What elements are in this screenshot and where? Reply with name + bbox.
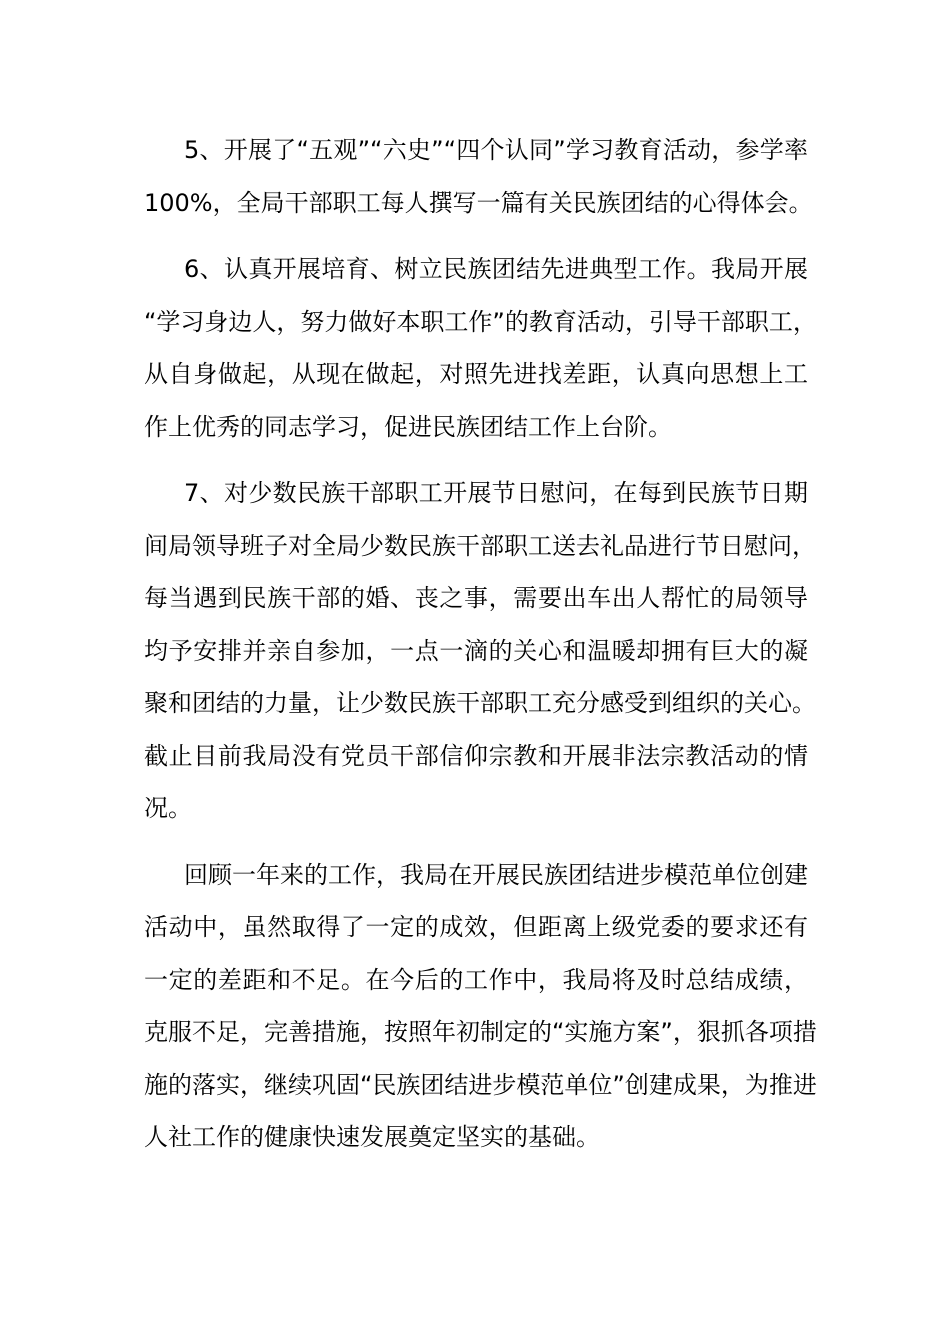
text-line: 截止目前我局没有党员干部信仰宗教和开展非法宗教活动的情 <box>144 741 808 770</box>
text-line: 100%，全局干部职工每人撰写一篇有关民族团结的心得体会。 <box>144 188 813 217</box>
paragraph-item-5 <box>144 124 813 229</box>
text-line: 7、对少数民族干部职工开展节日慰问，在每到民族节日期 <box>184 479 808 507</box>
text-line: 5、开展了“五观”“六史”“四个认同”学习教育活动，参学率 <box>184 136 808 164</box>
text-line: 克服不足，完善措施，按照年初制定的“实施方案”，狠抓各项措 <box>144 1018 817 1046</box>
text-line: 况。 <box>144 794 192 822</box>
document-body <box>144 124 817 1178</box>
text-line: 每当遇到民族干部的婚、丧之事，需要出车出人帮忙的局领导 <box>144 584 808 612</box>
text-line: 人社工作的健康快速发展奠定坚实的基础。 <box>144 1123 600 1151</box>
text-line: 一定的差距和不足。在今后的工作中，我局将及时总结成绩， <box>144 965 808 994</box>
text-line: 回顾一年来的工作，我局在开展民族团结进步模范单位创建 <box>184 860 808 889</box>
text-line: 活动中，虽然取得了一定的成效，但距离上级党委的要求还有 <box>144 913 808 941</box>
text-line: 均予安排并亲自参加，一点一滴的关心和温暖却拥有巨大的凝 <box>144 636 808 665</box>
text-line: 从自身做起，从现在做起，对照先进找差距，认真向思想上工 <box>144 360 808 388</box>
text-line: 聚和团结的力量，让少数民族干部职工充分感受到组织的关心。 <box>144 689 816 717</box>
text-line: 作上优秀的同志学习，促进民族团结工作上台阶。 <box>144 412 672 441</box>
paragraph-item-6 <box>144 243 817 453</box>
text-line: 6、认真开展培育、树立民族团结先进典型工作。我局开展 <box>184 255 808 283</box>
paragraph-item-7 <box>144 467 816 835</box>
paragraph-conclusion <box>144 849 817 1164</box>
text-line: 施的落实，继续巩固“民族团结进步模范单位”创建成果，为推进 <box>144 1070 817 1099</box>
text-line: 间局领导班子对全局少数民族干部职工送去礼品进行节日慰问， <box>144 531 816 560</box>
text-line: “学习身边人，努力做好本职工作”的教育活动，引导干部职工， <box>144 307 817 336</box>
